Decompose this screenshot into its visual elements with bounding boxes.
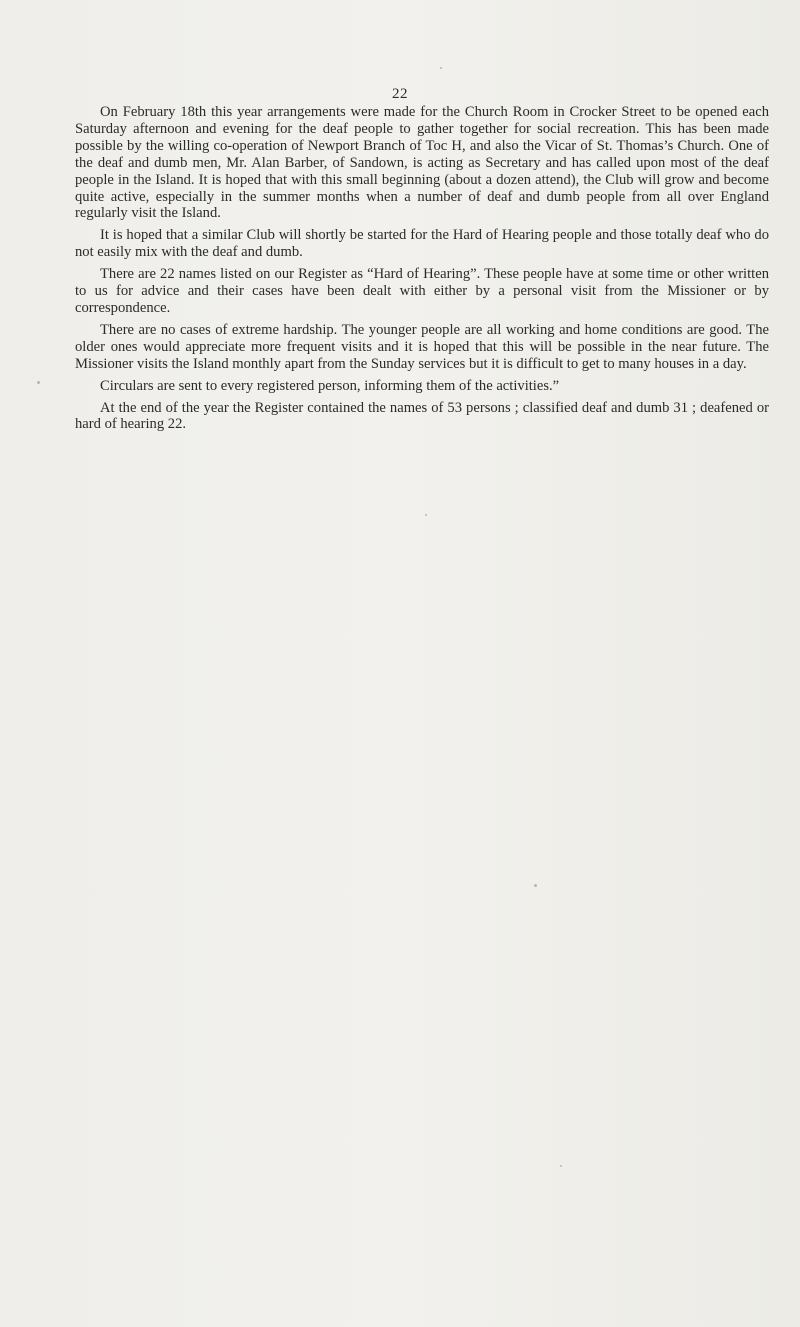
- paragraph-circulars: Circulars are sent to every registered person, informing them of the activities.”: [100, 377, 560, 394]
- paragraph-register-totals: At the end of the year the Register contained the names of 53 persons ; classified deaf and dumb 31 ; deafened or hard of hearing 22.: [75, 399, 769, 433]
- page-number: 22: [392, 86, 408, 102]
- scan-speck: [560, 1165, 562, 1167]
- paragraph-register-names: There are 22 names listed on our Register as “Hard of Hearing”. These people have at some time or other written to us for advice and their cases have been dealt with either by a personal visit from the Missioner or by correspondence.: [75, 266, 769, 316]
- body-text: [75, 104, 769, 438]
- paragraph-hard-of-hearing-club: It is hoped that a similar Club will shortly be started for the Hard of Hearing people and those totally deaf who do not easily mix with the deaf and dumb.: [75, 227, 769, 261]
- paragraph-hardship: There are no cases of extreme hardship. The younger people are all working and home conditions are good. The older ones would appreciate more frequent visits and it is hoped that this will be possible in the near future. The Missioner visits the Island monthly apart from the Sunday services but it is difficult to get to many houses in a day.: [75, 321, 769, 372]
- scan-speck: [425, 514, 427, 516]
- scan-speck: [37, 381, 40, 384]
- scan-speck: [534, 884, 537, 887]
- paragraph-club-opening: On February 18th this year arrangements were made for the Church Room in Crocker Street to be opened each Saturday afternoon and evening for the deaf people to gather together for social recreation. This has been made possible by the willing co-operation of Newport Branch of Toc H, and also the Vicar of St. Thomas’s Church. One of the deaf and dumb men, Mr. Alan Barber, of Sandown, is acting as Secretary and has called upon most of the deaf people in the Island. It is hoped that with this small beginning (about a dozen attend), the Club will grow and become quite active, especially in the summer months when a number of deaf and dumb people from all over England regularly visit the Island.: [75, 104, 769, 222]
- scan-speck: [440, 67, 442, 69]
